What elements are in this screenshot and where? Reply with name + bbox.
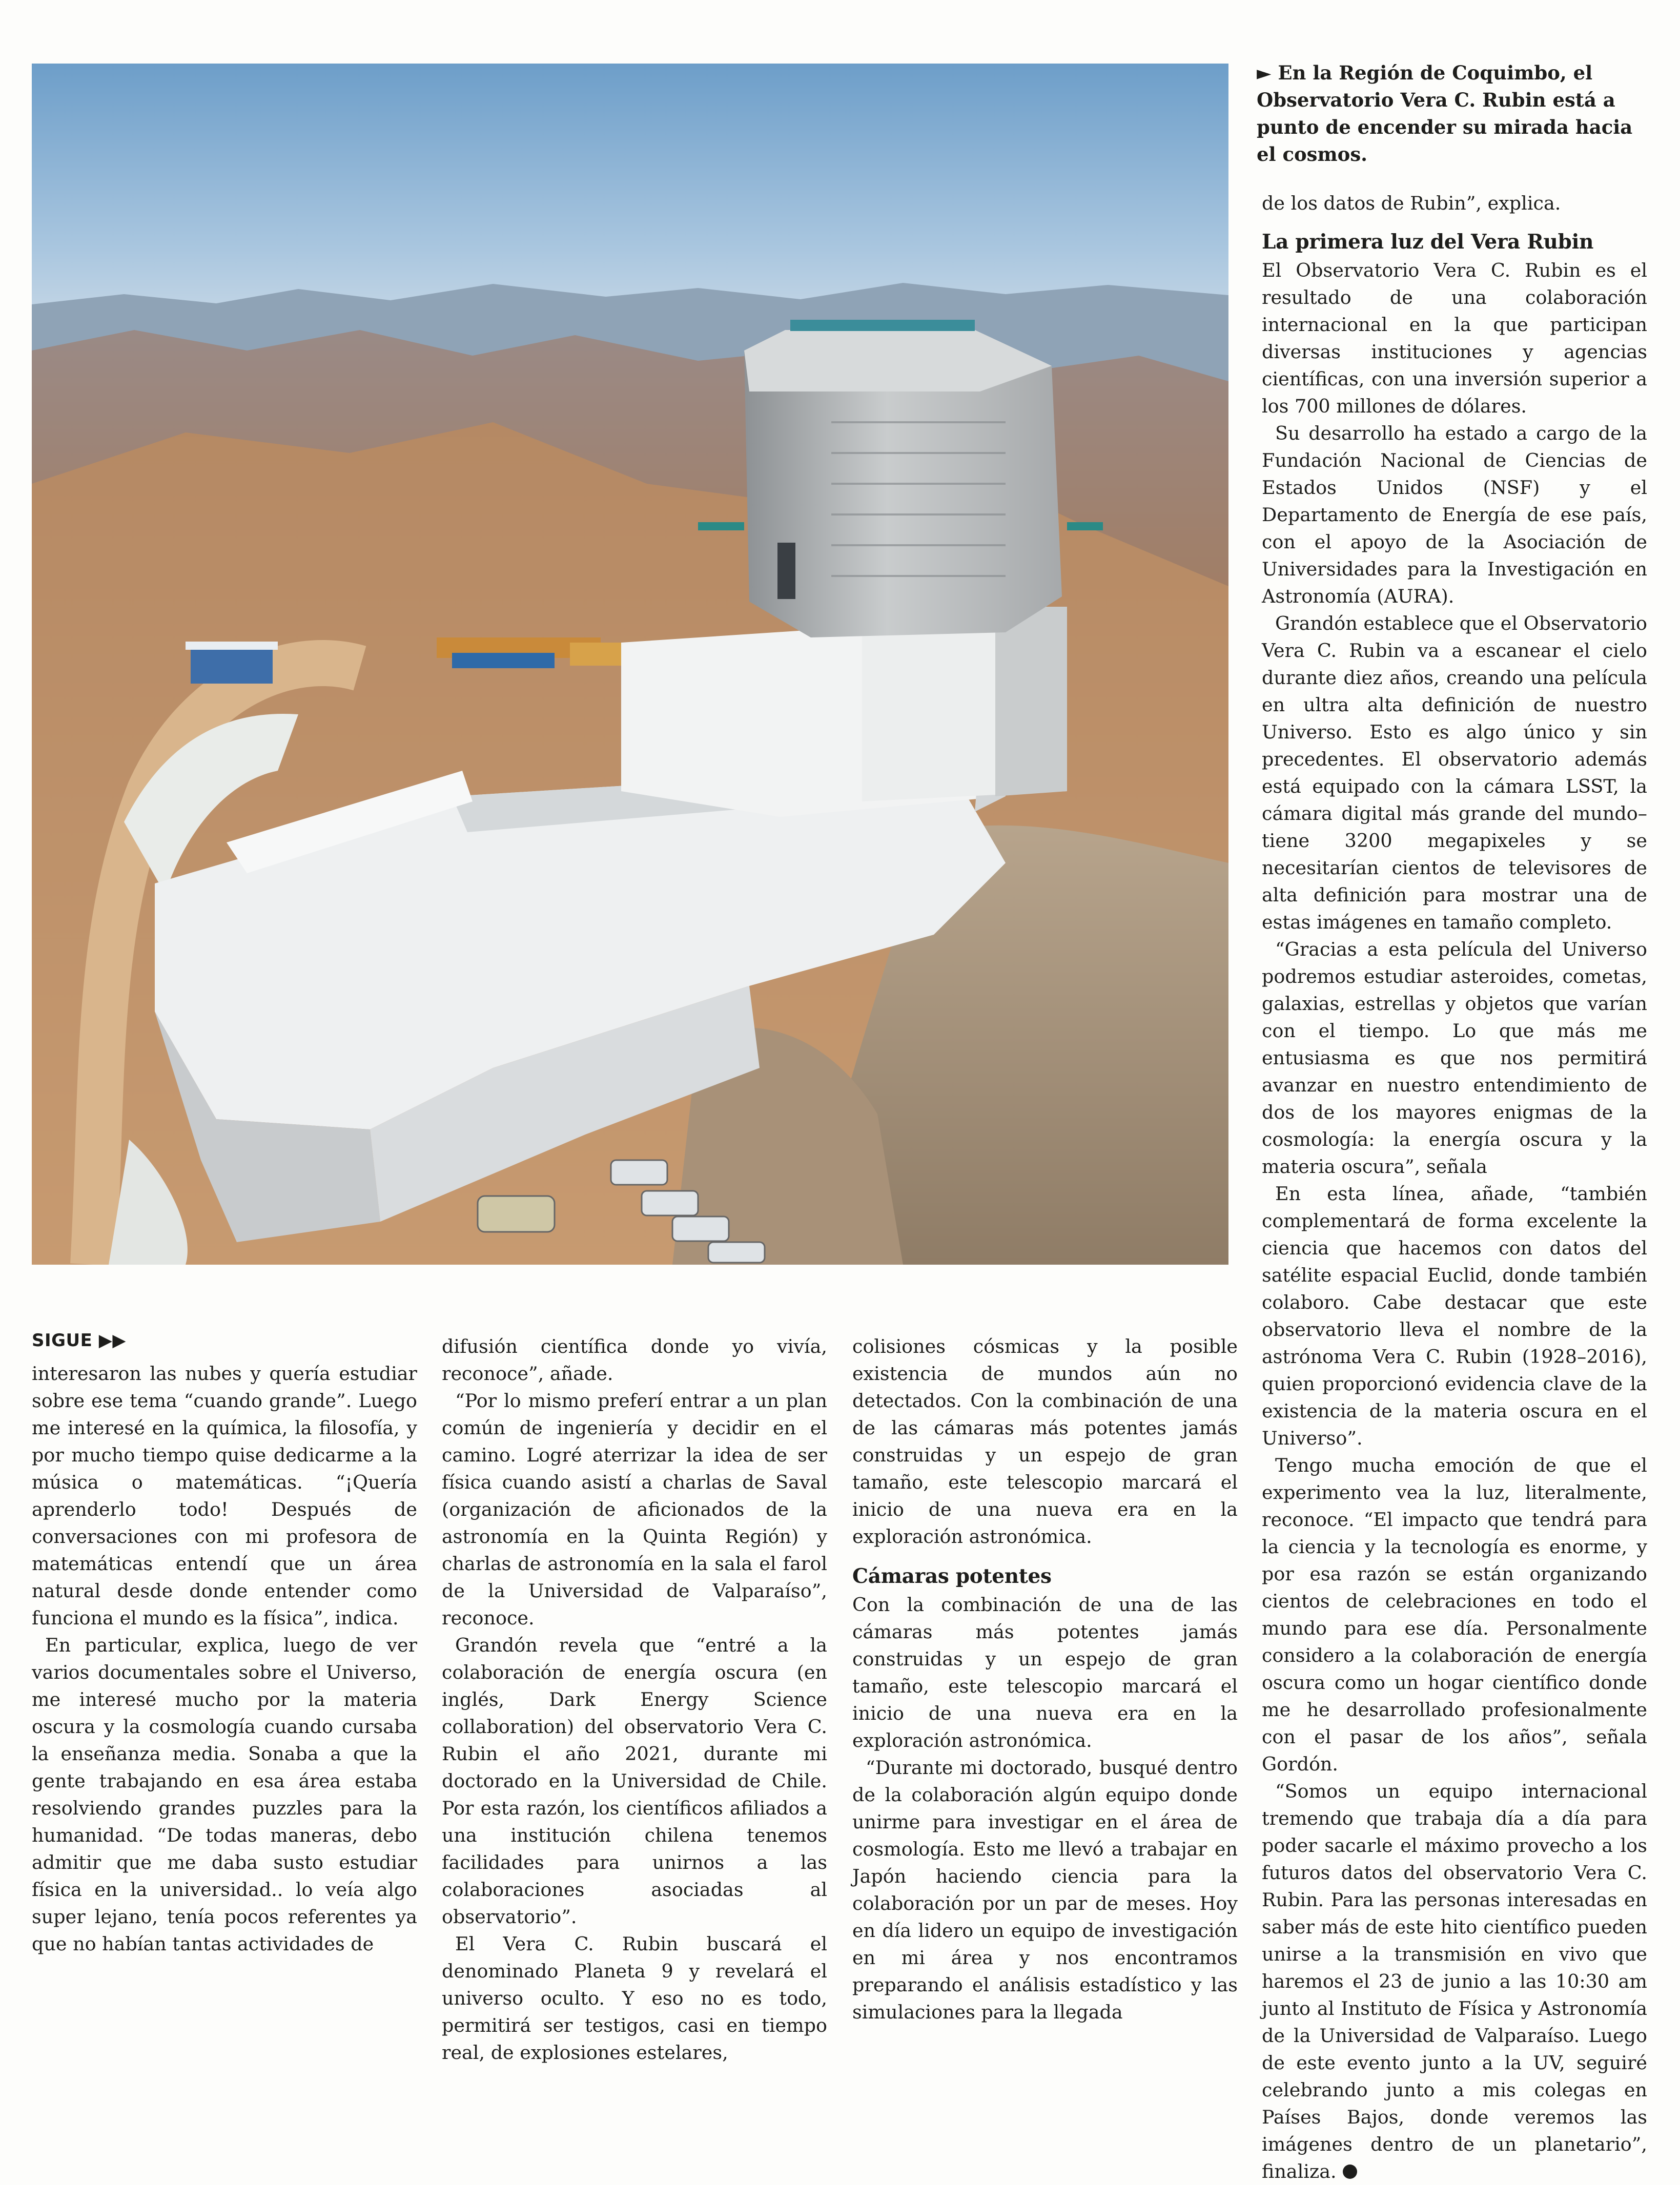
paragraph: “Durante mi doctorado, busqué dentro de la colaboración algún equipo donde unirme para investigar en el área de cosmología. Esto me llevó a trabajar en Japón haciendo ciencia para la colaboración por un par de meses. Hoy en día lidero un equipo de investigación en mi área y nos encontramos preparando el análisis estadístico y las simulaciones para la llegada [852, 1757, 1238, 2023]
column-1 [32, 1360, 417, 1957]
caption-text: En la Región de Coquimbo, el Observatorio Vera C. Rubin está a punto de encender su mirada hacia el cosmos. [1257, 61, 1633, 166]
paragraph: “Por lo mismo preferí entrar a un plan común de ingeniería y decidir en el camino. Logré aterrizar la idea de ser física cuando asistí a charlas de Saval (organización de aficionados de la astronomía en la Quinta Región) y charlas de astronomía en la sala el farol de la Universidad de Valparaíso”, reconoce. [442, 1390, 827, 1629]
section-heading: La primera luz del Vera Rubin [1262, 230, 1594, 254]
section-heading: Cámaras potentes [852, 1564, 1052, 1588]
column-3 [852, 1333, 1238, 2026]
paragraph: En esta línea, añade, “también complementará de forma excelente la ciencia que hacemos con datos del satélite espacial Euclid, donde también colaboro. Cabe destacar que este observatorio lleva el nombre de la astrónoma Vera C. Rubin (1928–2016), quien proporcionó evidencia clave de la existencia de la materia oscura en el Universo”. [1262, 1183, 1647, 1449]
paragraph: Su desarrollo ha estado a cargo de la Fundación Nacional de Ciencias de Estados Unidos (NSF) y el Departamento de Energía de ese país, con el apoyo de la Asociación de Universidades para la Investigación en Astronomía (AURA). [1262, 422, 1647, 607]
end-mark-icon [1343, 2165, 1357, 2179]
paragraph: “Gracias a esta película del Universo podremos estudiar asteroides, cometas, galaxias, estrellas y objetos que varían con el tiempo. Lo que más me entusiasma es que nos permitirá avanzar en nuestro entendimiento de dos de los mayores enigmas de la cosmología: la energía oscura y la materia oscura”, señala [1262, 938, 1647, 1178]
paragraph: Tengo mucha emoción de que el experimento vea la luz, literalmente, reconoce. “El impacto que tendrá para la ciencia y la tecnología es enorme, y por esa razón se están organizando cientos de celebraciones en todo el mundo para ese día. Personalmente considero a la colaboración de energía oscura como un hogar científico donde me he desarrollado profesionalmente con el pasar de los años”, señala Gordón. [1262, 1454, 1647, 1775]
paragraph: Con la combinación de una de las cámaras más potentes jamás construidas y un espejo de gran tamaño, este telescopio marcará el inicio de una nueva era en la exploración astronómica. [852, 1594, 1238, 1751]
paragraph: En particular, explica, luego de ver varios documentales sobre el Universo, me interesé mucho por la materia oscura y la cosmología cuando cursaba la enseñanza media. Sonaba a que la gente trabajando en esa área estaba resolviendo grandes puzzles para la humanidad. “De todas maneras, debo admitir que me daba susto estudiar física en la universidad.. lo veía algo super lejano, tenía pocos referentes ya que no habían tantas actividades de [32, 1634, 417, 1955]
paragraph: El Vera C. Rubin buscará el denominado Planeta 9 y revelará el universo oculto. Y eso no es todo, permitirá ser testigos, casi en tiempo real, de explosiones estelares, [442, 1933, 827, 2064]
paragraph: El Observatorio Vera C. Rubin es el resultado de una colaboración internacional en la que participan diversas instituciones y agencias científicas, con una inversión superior a los 700 millones de dólares. [1262, 259, 1647, 417]
paragraph-text: “Somos un equipo internacional tremendo que trabaja día a día para poder sacarle el máximo provecho a los futuros datos del observatorio Vera C. Rubin. Para las personas interesadas en saber más de este hito científico pueden unirse a la transmisión en vivo que haremos el 23 de junio a las 10:30 am junto al Instituto de Física y Astronomía de la Universidad de Valparaíso. Luego de este evento junto a la UV, seguiré celebrando junto a mis colegas en Países Bajos, donde veremos las imágenes dentro de un planetario”, finaliza. [1262, 1780, 1647, 2182]
paragraph: de los datos de Rubin”, explica. [1262, 192, 1561, 214]
paragraph: Grandón revela que “entré a la colaboración de energía oscura (en inglés, Dark Energy Science collaboration) del observatorio Vera C. Rubin el año 2021, durante mi doctorado en la Universidad de Chile. Por esta razón, los científicos afiliados a una institución chilena tenemos facilidades para unirnos a las colaboraciones asociadas al observatorio”. [442, 1634, 827, 1928]
paragraph: difusión científica donde yo vivía, reconoce”, añade. [442, 1335, 827, 1385]
column-4 [1262, 190, 1647, 2185]
paragraph: interesaron las nubes y quería estudiar sobre ese tema “cuando grande”. Luego me interesé en la química, la filosofía, y por mucho tiempo quise dedicarme a la música o matemáticas. “¡Quería aprenderlo todo! Después de conversaciones con mi profesora de matemáticas entendí que un área natural desde donde entender como funciona el mundo es la física”, indica. [32, 1363, 417, 1629]
column-2 [442, 1333, 827, 2066]
observatory-photo [32, 64, 1228, 1265]
photo-caption [1257, 59, 1646, 168]
paragraph: Grandón establece que el Observatorio Vera C. Rubin va a escanear el cielo durante diez años, creando una película en ultra alta definición de nuestro Universo. Esto es algo único y sin precedentes. El observatorio además está equipado con la cámara LSST, la cámara digital más grande del mundo– tiene 3200 megapixeles y se necesitarían cientos de televisores de alta definición para mostrar una de estas imágenes en tamaño completo. [1262, 612, 1647, 933]
paragraph: colisiones cósmicas y la posible existencia de mundos aún no detectados. Con la combinación de una de las cámaras más potentes jamás construidas y un espejo de gran tamaño, este telescopio marcará el inicio de una nueva era en la exploración astronómica. [852, 1335, 1238, 1548]
sigue-label: SIGUE ▶▶ [32, 1330, 127, 1351]
caption-arrow-icon: ► [1257, 61, 1272, 84]
paragraph [1262, 1778, 1647, 2185]
